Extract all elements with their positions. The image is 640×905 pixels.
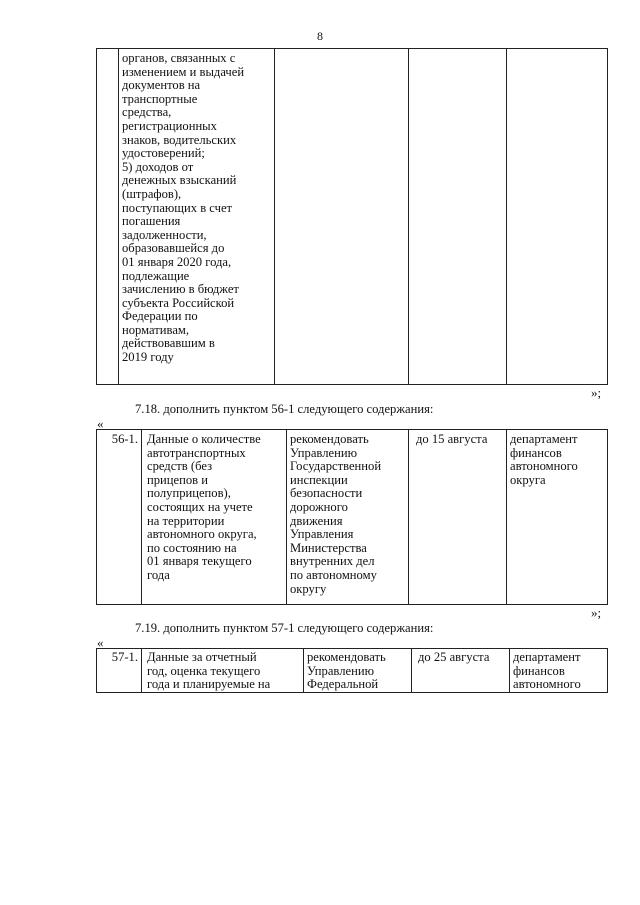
paragraph-7-18: 7.18. дополнить пунктом 56-1 следующего содержания: xyxy=(135,402,434,416)
table-cell-description: Данные о количестве автотранспортных средств (без прицепов и полуприцепов), состоящих на учете на территории автономного округа, по состоянию на 01 января текущего года xyxy=(142,430,287,605)
open-quote-7-18: « xyxy=(97,416,104,431)
table-row xyxy=(97,649,608,693)
table-cell-deadline: до 15 августа xyxy=(409,430,507,605)
table-cell-recipient: департамент финансов автономного округа xyxy=(507,430,608,605)
paragraph-7-19: 7.19. дополнить пунктом 57-1 следующего содержания: xyxy=(135,621,434,635)
page-number: 8 xyxy=(317,29,323,43)
table-56-1 xyxy=(96,429,608,605)
table-57-1 xyxy=(96,648,608,693)
close-quote-2: »; xyxy=(591,605,602,620)
table-cell-responsible: рекомендовать Управлению Федеральной xyxy=(304,649,412,693)
table-cell-recipient: департамент финансов автономного xyxy=(510,649,608,693)
close-quote-1: »; xyxy=(591,385,602,400)
open-quote-7-19: « xyxy=(97,635,104,650)
table-cell-description: органов, связанных с изменением и выдачей документов на транспортные средства, регистрационных знаков, водительских удостоверений; 5) доходов от денежных взысканий (штрафов), поступающих в счет погашения задолженности, образовавшейся до 01 января 2020 года, подлежащие зачислению в бюджет субъекта Российской Федерации по нормативам, действовавшим в 2019 году xyxy=(119,49,275,385)
table-cell-number xyxy=(97,49,119,385)
table-continued xyxy=(96,48,608,385)
table-cell-deadline: до 25 августа xyxy=(412,649,510,693)
table-row xyxy=(97,49,608,385)
table-cell-deadline xyxy=(409,49,507,385)
table-cell-responsible xyxy=(275,49,409,385)
table-cell-number: 56-1. xyxy=(97,430,142,605)
table-row xyxy=(97,430,608,605)
table-cell-number: 57-1. xyxy=(97,649,142,693)
table-cell-responsible: рекомендовать Управлению Государственной инспекции безопасности дорожного движения Управления Министерства внутренних дел по автономному округу xyxy=(287,430,409,605)
table-cell-description: Данные за отчетный год, оценка текущего года и планируемые на xyxy=(142,649,304,693)
table-cell-recipient xyxy=(507,49,608,385)
